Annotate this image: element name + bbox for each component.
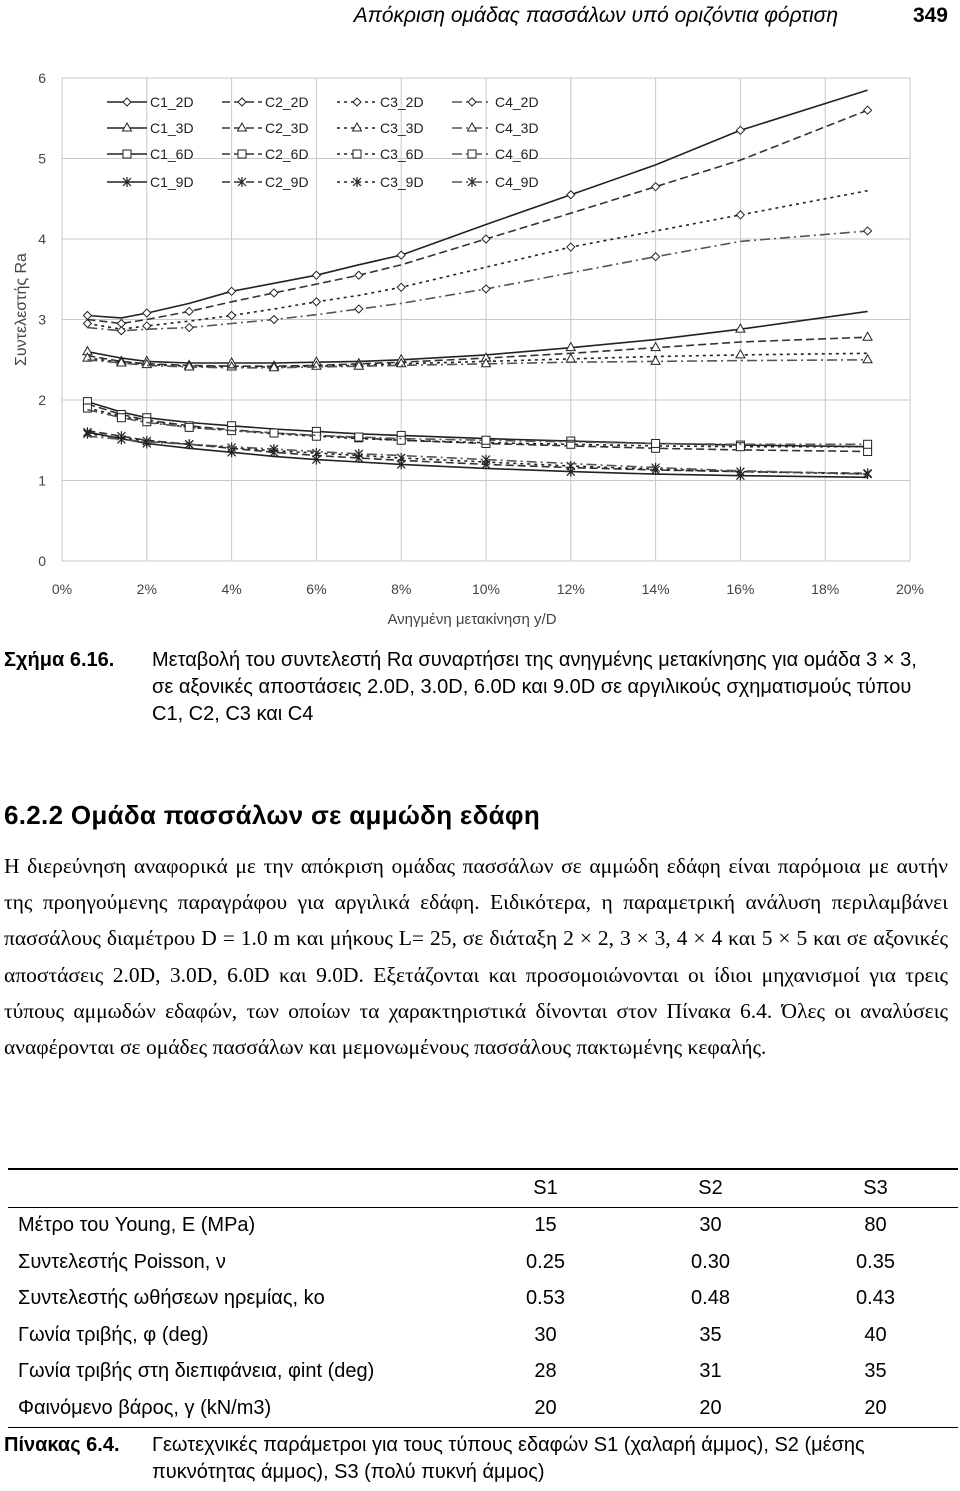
x-tick-label: 6%	[306, 581, 327, 597]
cell-value: 35	[864, 1360, 887, 1383]
cell-value: 30	[699, 1214, 722, 1237]
table-caption-text: Γεωτεχνικές παράμετροι για τους τύπους εδαφών S1 (χαλαρή άμμος), S2 (μέσης πυκνότητας άμμος), S3 (πολύ πυκνή άμμος)	[152, 1434, 865, 1483]
data-point	[353, 150, 361, 158]
table-row	[8, 1207, 958, 1244]
table-corner-cell	[8, 1169, 463, 1207]
legend-label: C1_6D	[150, 146, 194, 162]
soil-parameters-table	[8, 1168, 958, 1428]
cell-value: 0.53	[526, 1287, 565, 1310]
column-header-s2: S2	[628, 1169, 793, 1207]
cell-value: 28	[534, 1360, 557, 1383]
cell-value: 0.30	[691, 1250, 730, 1273]
legend-label: C3_9D	[380, 174, 424, 190]
y-tick-label: 4	[38, 231, 46, 247]
table-row	[8, 1281, 958, 1318]
y-tick-label: 3	[38, 311, 46, 328]
cell-value: 0.48	[691, 1287, 730, 1310]
data-point	[864, 440, 872, 448]
y-tick-label: 0	[38, 553, 46, 569]
section-title: 6.2.2 Ομάδα πασσάλων σε αμμώδη εδάφη	[4, 800, 541, 830]
cell-value: 0.35	[856, 1250, 895, 1273]
data-point	[185, 423, 193, 431]
row-label: Συντελεστής ωθήσεων ηρεμίας, ko	[18, 1287, 325, 1310]
x-tick-label: 12%	[556, 581, 585, 597]
figure-caption-text: Μεταβολή του συντελεστή Rα συναρτήσει της ανηγμένης μετακίνησης για ομάδα 3 × 3, σε αξονικές αποστάσεις 2.0D, 3.0D, 6.0D και 9.0D σε αργιλικούς σχηματισμούς τύπου C1, C2, C3 και C4	[152, 649, 917, 725]
table-caption	[4, 1432, 954, 1488]
table-row	[8, 1244, 958, 1281]
legend-label: C2_9D	[265, 174, 309, 190]
table-row	[8, 1390, 958, 1427]
legend-label: C3_2D	[380, 94, 424, 110]
legend-label: C4_6D	[495, 146, 539, 162]
row-label: Μέτρο του Young, E (MPa)	[18, 1214, 256, 1237]
data-point	[312, 432, 320, 440]
column-header-s1: S1	[463, 1169, 628, 1207]
cell-value: 20	[793, 1390, 958, 1427]
legend-label: C2_6D	[265, 146, 309, 162]
x-tick-label: 0%	[51, 581, 73, 597]
cell-value: 0.43	[856, 1287, 895, 1310]
cell-value: 0.25	[526, 1250, 565, 1273]
row-label: Συντελεστής Poisson, ν	[18, 1250, 226, 1273]
legend-label: C3_3D	[380, 120, 424, 136]
cell-value: 20	[463, 1390, 628, 1427]
body-paragraph	[4, 848, 948, 1065]
legend-label: C1_9D	[150, 174, 194, 190]
y-tick-label: 6	[38, 70, 46, 86]
y-axis-label: Συντελεστής Ra	[13, 253, 30, 366]
page-number: 349	[912, 4, 948, 27]
data-point	[355, 433, 363, 441]
legend-label: C1_2D	[150, 94, 194, 110]
x-axis-label: Ανηγμένη μετακίνηση y/D	[387, 611, 557, 628]
running-title: Απόκριση ομάδας πασσάλων υπό οριζόντια φόρτιση	[353, 4, 838, 27]
table-caption-label: Πίνακας 6.4.	[4, 1434, 120, 1456]
data-point	[238, 150, 246, 158]
data-point	[123, 150, 131, 158]
row-label: Γωνία τριβής, φ (deg)	[18, 1323, 209, 1346]
data-point	[270, 429, 278, 437]
data-point	[652, 439, 660, 447]
section-paragraph: Η διερεύνηση αναφορικά με την απόκριση ομάδας πασσάλων σε αμμώδη εδάφη είναι παρόμοια με αυτήν της προηγούμενης παραγράφου για αργιλικά εδάφη. Ειδικότερα, η παραμετρική ανάλυση περιλαμβάνει πασσάλους διαμέτρου D = 1.0 m και μήκους L= 25, σε διάταξη 2 × 2, 3 × 3, 4 × 4 και 5 × 5 και σε αξονικές αποστάσεις 2.0D, 3.0D, 6.0D και 9.0D. Εξετάζονται και προσομοιώνονται οι ίδιοι μηχανισμοί για τρεις τύπους αμμωδών εδαφών, των οποίων τα χαρακτηριστικά δίνονται στον Πίνακα 6.4. Όλες οι αναλύσεις αναφέρονται σε ομάδες πασσάλων και μεμονωμένους πασσάλους πακτωμένης κεφαλής.	[4, 854, 948, 1060]
cell-value: 30	[534, 1323, 557, 1346]
legend-label: C4_9D	[495, 174, 539, 190]
cell-value: 31	[699, 1360, 722, 1383]
figure-caption-label: Σχήμα 6.16.	[4, 649, 115, 671]
data-point	[468, 150, 476, 158]
legend-label: C4_2D	[495, 94, 539, 110]
data-point	[117, 414, 125, 422]
legend-label: C2_3D	[265, 120, 309, 136]
y-tick-label: 1	[38, 472, 46, 489]
x-tick-label: 14%	[641, 581, 670, 597]
x-tick-label: 4%	[221, 581, 242, 597]
x-tick-label: 20%	[895, 581, 925, 597]
x-tick-label: 18%	[811, 581, 840, 597]
cell-value: 40	[864, 1323, 887, 1346]
legend-label: C3_6D	[380, 146, 424, 162]
cell-value: 20	[628, 1390, 793, 1427]
x-tick-label: 10%	[471, 581, 501, 597]
table-row	[8, 1317, 958, 1354]
row-label: Φαινόμενο βάρος, γ (kN/m3)	[8, 1390, 463, 1427]
legend-label: C4_3D	[495, 120, 539, 136]
page-header	[0, 4, 960, 32]
data-point	[482, 436, 490, 444]
table-header-row	[8, 1169, 958, 1207]
data-point	[397, 436, 405, 444]
y-tick-label: 5	[38, 150, 46, 167]
cell-value: 80	[864, 1214, 887, 1237]
legend-label: C2_2D	[265, 94, 309, 110]
x-tick-label: 8%	[391, 581, 412, 597]
x-tick-label: 16%	[726, 581, 755, 597]
cell-value: 35	[699, 1323, 722, 1346]
row-label: Γωνία τριβής στη διεπιφάνεια, φint (deg)	[18, 1360, 375, 1383]
figure-caption	[4, 647, 954, 737]
column-header-s3: S3	[793, 1169, 958, 1207]
cell-value: 15	[534, 1214, 557, 1237]
figure-chart	[0, 58, 960, 638]
legend-label: C1_3D	[150, 120, 194, 136]
y-tick-label: 2	[38, 392, 46, 408]
table-row	[8, 1354, 958, 1391]
x-tick-label: 2%	[136, 581, 157, 597]
